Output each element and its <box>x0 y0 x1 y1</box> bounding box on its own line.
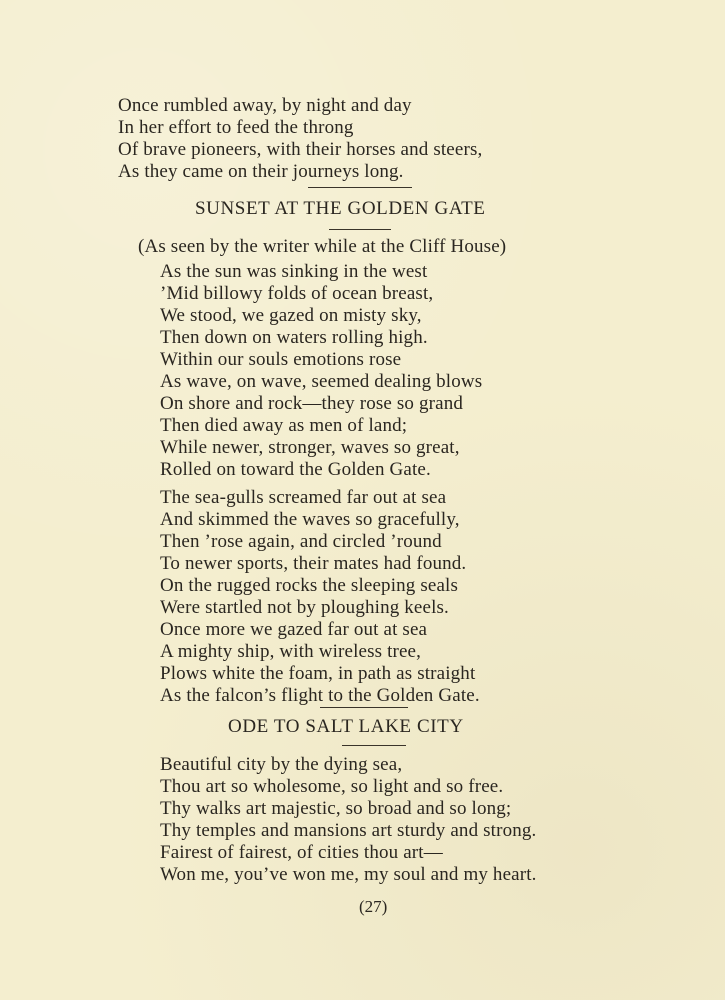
poem-line: The sea-gulls screamed far out at sea <box>160 487 447 508</box>
poem-line: Then died away as men of land; <box>160 415 408 436</box>
poem-line: As the falcon’s flight to the Golden Gate. <box>160 685 480 706</box>
poem-line: ’Mid billowy folds of ocean breast, <box>160 283 434 304</box>
poem-subtitle: (As seen by the writer while at the Cliff House) <box>138 236 507 257</box>
poem-line: Rolled on toward the Golden Gate. <box>160 459 431 480</box>
poem-line: Once more we gazed far out at sea <box>160 619 428 640</box>
poem-line: To newer sports, their mates had found. <box>160 553 467 574</box>
poem-title-ode-to-salt-lake-city: ODE TO SALT LAKE CITY <box>228 716 464 737</box>
poem-line: Thy temples and mansions art sturdy and strong. <box>160 820 537 841</box>
poem-line: Within our souls emotions rose <box>160 349 402 370</box>
poem-line: Thy walks art majestic, so broad and so long; <box>160 798 512 819</box>
poem-line: Fairest of fairest, of cities thou art— <box>160 842 443 863</box>
poem-line: Of brave pioneers, with their horses and steers, <box>118 139 483 160</box>
section-divider <box>308 187 412 188</box>
poem-line: Then down on waters rolling high. <box>160 327 428 348</box>
poem-line: On the rugged rocks the sleeping seals <box>160 575 459 596</box>
title-underline <box>342 745 406 746</box>
poem-line: We stood, we gazed on misty sky, <box>160 305 422 326</box>
poem-line: Won me, you’ve won me, my soul and my heart. <box>160 864 537 885</box>
poem-line: Beautiful city by the dying sea, <box>160 754 403 775</box>
section-divider <box>320 707 408 708</box>
poem-title-sunset-at-the-golden-gate: SUNSET AT THE GOLDEN GATE <box>195 198 486 219</box>
poem-line: Were startled not by ploughing keels. <box>160 597 449 618</box>
poem-line: As wave, on wave, seemed dealing blows <box>160 371 483 392</box>
poem-line: Thou art so wholesome, so light and so free. <box>160 776 504 797</box>
page-number: (27) <box>359 897 388 916</box>
poem-line: Then ’rose again, and circled ’round <box>160 531 442 552</box>
poem-line: On shore and rock—they rose so grand <box>160 393 463 414</box>
poem-line: As the sun was sinking in the west <box>160 261 428 282</box>
poem-line: While newer, stronger, waves so great, <box>160 437 460 458</box>
poem-line: In her effort to feed the throng <box>118 117 354 138</box>
poem-line: And skimmed the waves so gracefully, <box>160 509 460 530</box>
poem-line: A mighty ship, with wireless tree, <box>160 641 422 662</box>
poem-line: Plows white the foam, in path as straight <box>160 663 476 684</box>
poem-line: Once rumbled away, by night and day <box>118 95 412 116</box>
title-underline <box>329 229 391 230</box>
poem-line: As they came on their journeys long. <box>118 161 404 182</box>
